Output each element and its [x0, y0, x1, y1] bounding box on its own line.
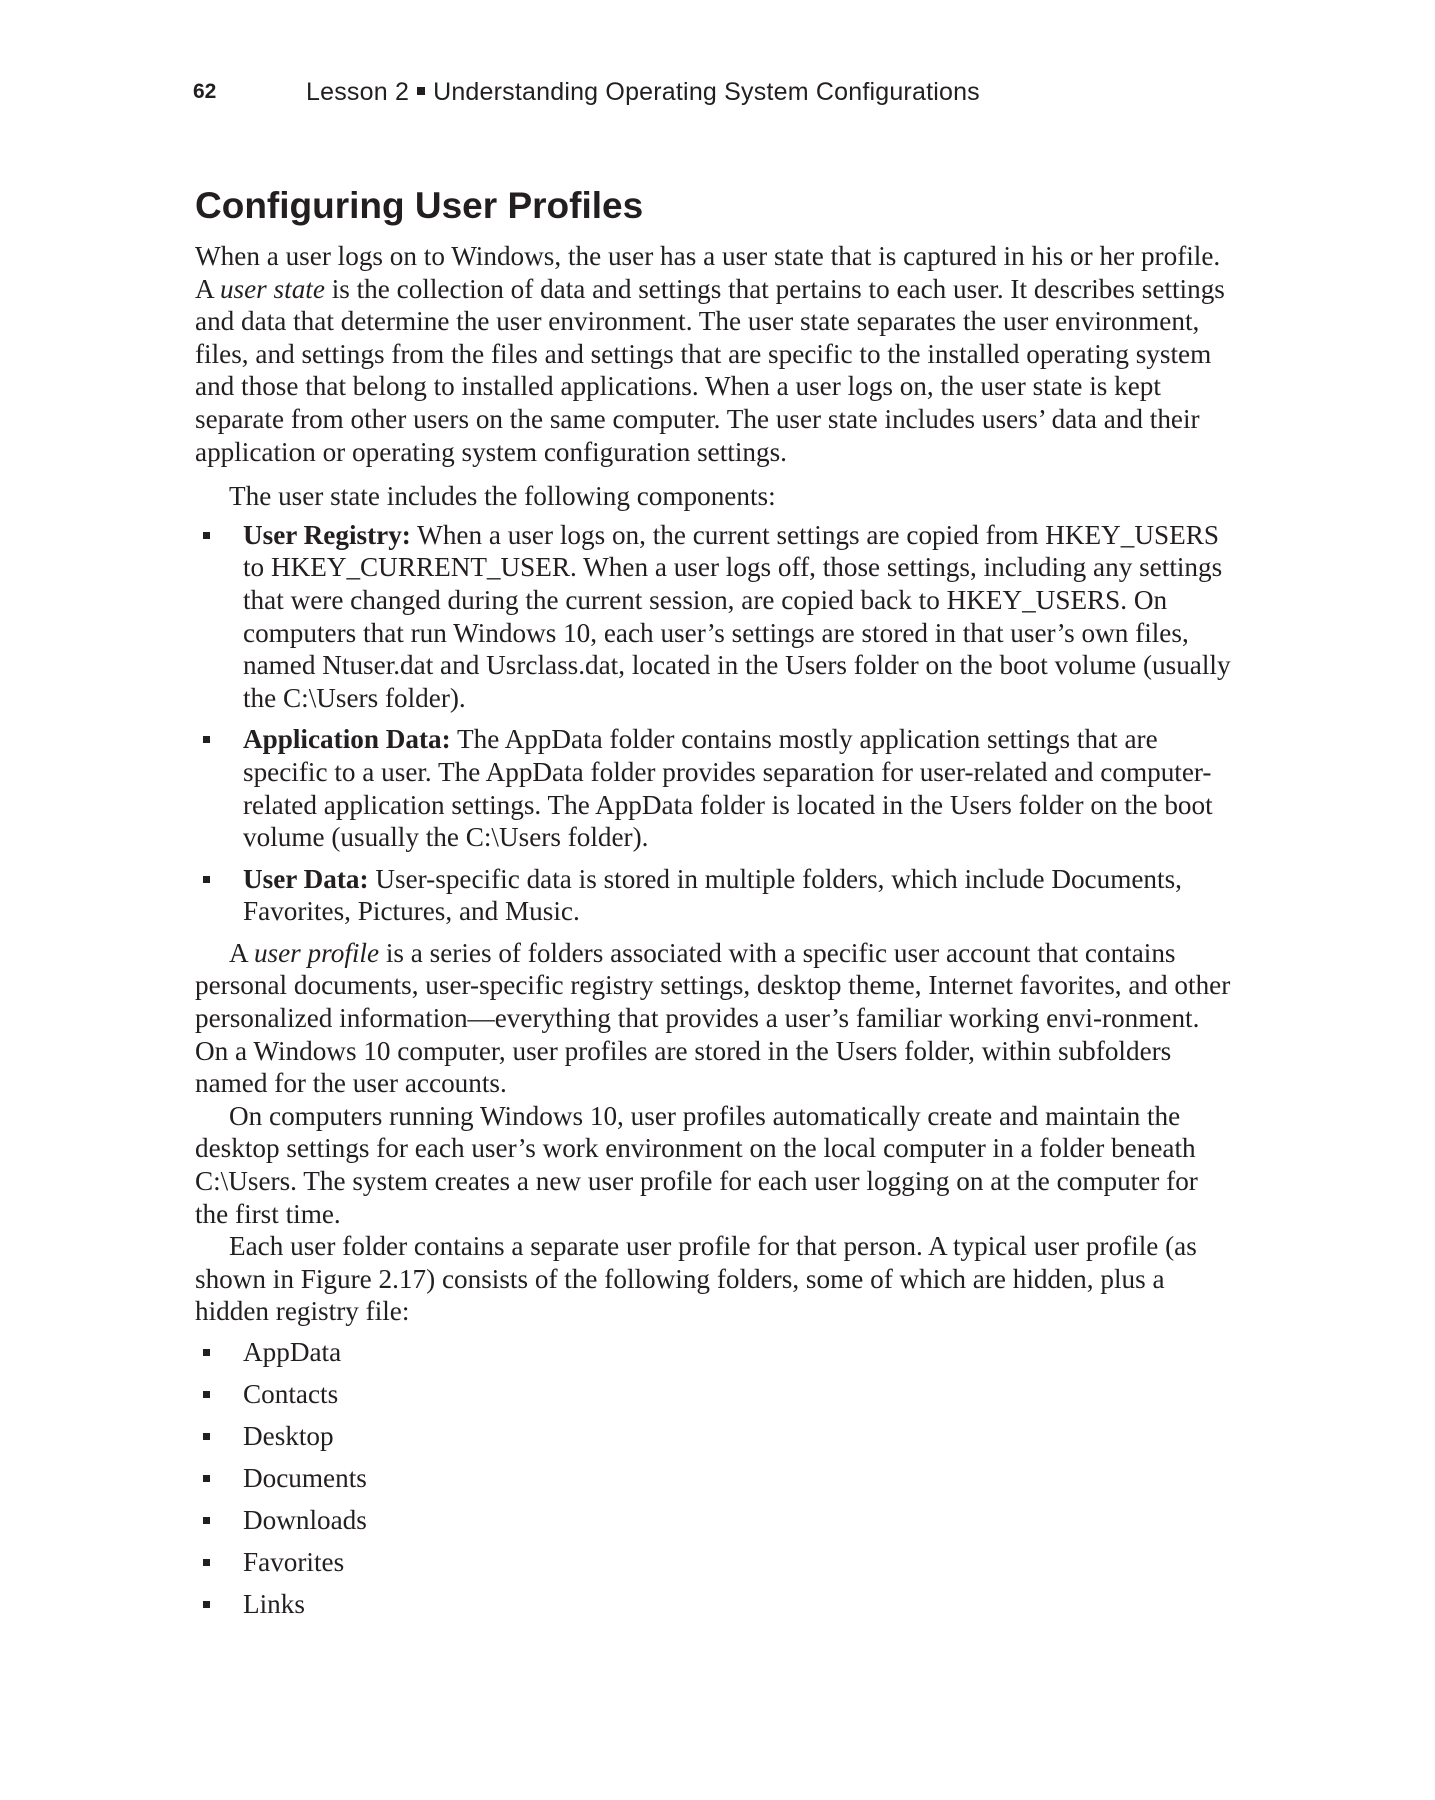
square-bullet-icon [203, 1433, 210, 1440]
list-item [243, 723, 1237, 853]
component-text: User-specific data is stored in multiple folders, which include Documents, Favorites, Pictures, and Music. [243, 863, 1182, 927]
folder-name: Desktop [243, 1420, 334, 1451]
intro-text-b: is the collection of data and settings that pertains to each user. It describes settings and data that determine the user environment. The user state separates the user environment, files, and settings from the files and settings that are specific to the installed operating system and those that belong to installed applications. When a user logs on, the user state is kept separate from other users on the same computer. The user state includes users’ data and their application or operating system configuration settings. [195, 273, 1225, 467]
intro-text-a: When a user logs on to Windows, the user has a user state that is captured in his or her profile. A [195, 241, 1221, 304]
components-list [195, 519, 1237, 928]
square-bullet-icon [203, 1475, 210, 1482]
term-user-state: user state [219, 273, 325, 304]
square-bullet-icon [203, 736, 210, 743]
list-item [243, 1462, 1237, 1495]
component-text: When a user logs on, the current settings are copied from HKEY_USERS to HKEY_CURRENT_USER. When a user logs off, those settings, including any settings that were changed during the current session, are copied back to HKEY_USERS. On computers that run Windows 10, each user’s settings are stored in that user’s own files, named Ntuser.dat and Usrclass.dat, located in the Users folder on the boot volume (usually the C:\Users folder). [243, 519, 1231, 713]
profile-creation-paragraph: On computers running Windows 10, user profiles automatically create and maintain the desktop settings for each user’s work environment on the local computer in a folder beneath C:\Users. The system creates a new user profile for each user logging on at the computer for the first time. [195, 1100, 1198, 1229]
profile-text-a: A [229, 937, 254, 968]
folders-list [195, 1336, 1237, 1621]
list-item [243, 1504, 1237, 1537]
lesson-label: Lesson 2 [306, 78, 410, 106]
running-title [306, 76, 980, 108]
header-square-bullet-icon [417, 87, 425, 95]
folder-name: AppData [243, 1337, 342, 1367]
list-item [243, 1336, 1237, 1369]
square-bullet-icon [203, 532, 210, 539]
profile-text-b: is a series of folders associated with a specific user account that contains personal documents, user-specific registry settings, desktop theme, Internet favorites, and other personalized information—everything that provides a user’s familiar working envi-ronment. On a Windows 10 computer, user profiles are stored in the Users folder, within subfolders named for the user accounts. [195, 937, 1231, 1099]
square-bullet-icon [203, 1391, 210, 1398]
components-lead: The user state includes the following components: [229, 481, 776, 512]
folder-name: Links [243, 1588, 305, 1619]
component-term: User Registry: [243, 519, 411, 550]
folder-name: Favorites [243, 1546, 345, 1577]
list-item [243, 863, 1237, 928]
component-term: Application Data: [243, 724, 451, 755]
user-profile-paragraph [195, 937, 1237, 1100]
intro-paragraph [195, 240, 1237, 468]
list-item [243, 1546, 1237, 1579]
component-text: The AppData folder contains mostly application settings that are specific to a user. The AppData folder provides separation for user-related and computer-related application settings. The AppData folder is located in the Users folder on the boot volume (usually the C:\Users folder). [243, 724, 1213, 853]
list-item [243, 1378, 1237, 1411]
square-bullet-icon [203, 1349, 210, 1356]
page-number: 62 [193, 80, 217, 103]
square-bullet-icon [203, 876, 210, 883]
list-item [243, 1588, 1237, 1621]
square-bullet-icon [203, 1517, 210, 1524]
square-bullet-icon [203, 1601, 210, 1608]
folder-name: Contacts [243, 1378, 339, 1409]
list-item [243, 519, 1237, 715]
lesson-title: Understanding Operating System Configurations [433, 78, 980, 106]
folder-name: Documents [243, 1462, 367, 1493]
component-term: User Data: [243, 863, 369, 894]
page-content [195, 184, 1237, 1630]
section-title: Configuring User Profiles [195, 185, 644, 226]
term-user-profile: user profile [253, 937, 380, 968]
running-header [193, 76, 1253, 108]
folder-name: Downloads [243, 1504, 367, 1535]
list-item [243, 1420, 1237, 1453]
square-bullet-icon [203, 1559, 210, 1566]
profile-folders-paragraph: Each user folder contains a separate user profile for that person. A typical user profile (as shown in Figure 2.17) consists of the following folders, some of which are hidden, plus a hidden registry file: [195, 1231, 1197, 1327]
